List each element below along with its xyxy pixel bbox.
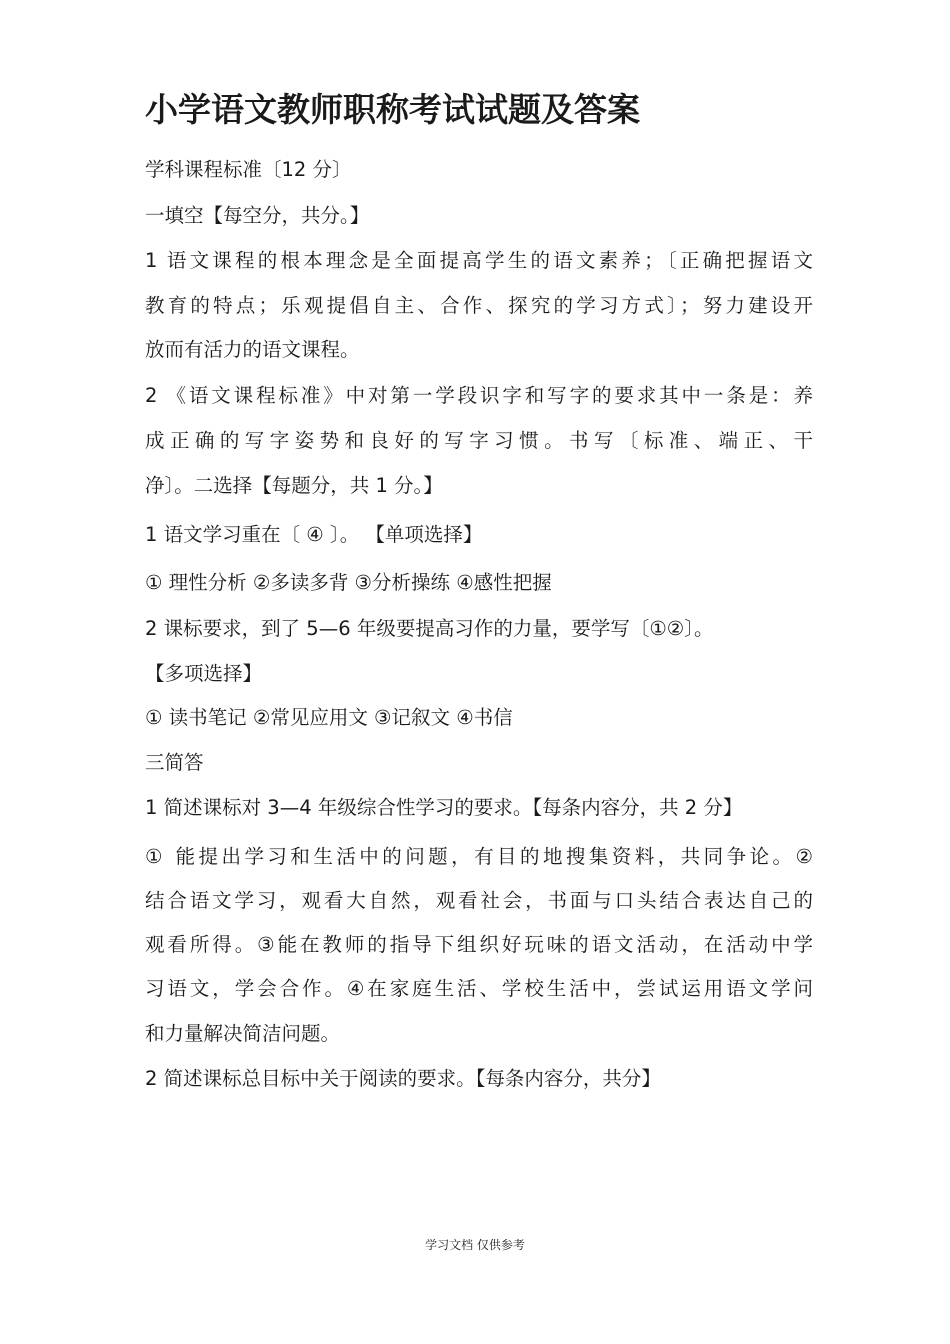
- part1-q1-line-2: 教育的特点；乐观提倡自主、合作、探究的学习方式〕；努力建设开: [145, 294, 813, 317]
- document-title: 小学语文教师职称考试试题及答案: [145, 90, 640, 129]
- part2-q2: 2 课标要求，到了 5—6 年级要提高习作的力量，要学写〔①②〕。: [145, 617, 714, 640]
- part3-q1-answer-line-4: 习语文，学会合作。④在家庭生活、学校生活中，尝试运用语文学问: [145, 977, 813, 1000]
- part2-q1: 1 语文学习重在〔 ④ 〕。 【单项选择】: [145, 523, 483, 546]
- part2-q2-options: ① 读书笔记 ②常见应用文 ③记叙文 ④书信: [145, 706, 513, 729]
- section-heading: 学科课程标准〔12 分〕: [145, 158, 352, 181]
- part3-q2: 2 简述课标总目标中关于阅读的要求。【每条内容分，共分】: [145, 1067, 661, 1090]
- part3-q1: 1 简述课标对 3—4 年级综合性学习的要求。【每条内容分，共 2 分】: [145, 796, 743, 819]
- part2-q1-options: ① 理性分析 ②多读多背 ③分析操练 ④感性把握: [145, 571, 552, 594]
- part2-q2-type: 【多项选择】: [145, 662, 263, 685]
- part1-q1-line-3: 放而有活力的语文课程。: [145, 338, 360, 361]
- part1-q2-line-3: 净〕。二选择【每题分，共 1 分。】: [145, 474, 443, 497]
- page-footer: 学习文档 仅供参考: [425, 1238, 525, 1252]
- part3-q1-answer-line-3: 观看所得。③能在教师的指导下组织好玩味的语文活动，在活动中学: [145, 933, 813, 956]
- part3-q1-answer-line-2: 结合语文学习，观看大自然，观看社会，书面与口头结合表达自己的: [145, 889, 813, 912]
- part1-q2-line-1: 2 《语文课程标准》中对第一学段识字和写字的要求其中一条是：养: [145, 384, 813, 407]
- part3-q1-answer-line-1: ① 能提出学习和生活中的问题，有目的地搜集资料，共同争论。②: [145, 845, 813, 868]
- part3-q1-answer-line-5: 和力量解决简洁问题。: [145, 1022, 341, 1045]
- part1-q2-line-2: 成正确的写字姿势和良好的写字习惯。书写〔标准、端正、干: [145, 429, 813, 452]
- part3-heading: 三简答: [145, 751, 204, 774]
- part1-q1-line-1: 1 语文课程的根本理念是全面提高学生的语文素养；〔正确把握语文: [145, 249, 813, 272]
- part1-heading: 一填空【每空分，共分。】: [145, 204, 370, 227]
